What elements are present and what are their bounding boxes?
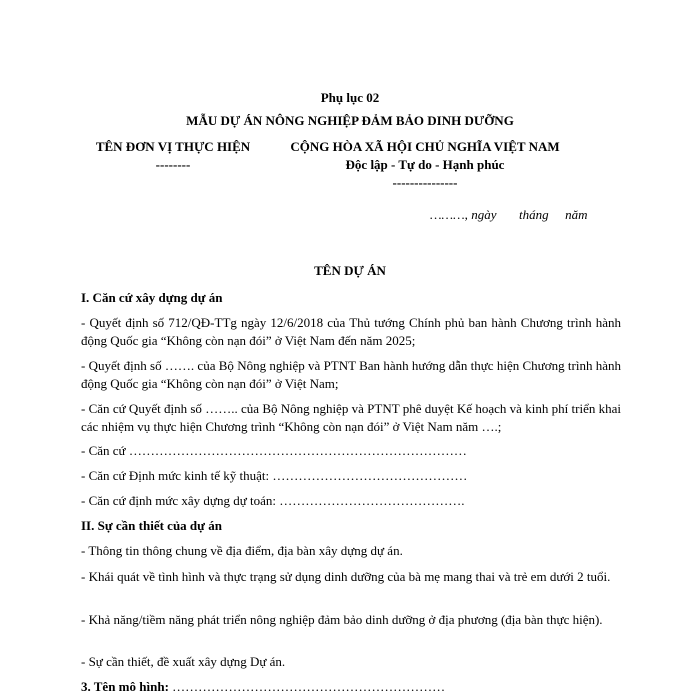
appendix-label: Phụ lục 02 xyxy=(320,90,380,105)
template-title: MẪU DỰ ÁN NÔNG NGHIỆP ĐẢM BẢO DINH DƯỠNG xyxy=(186,113,514,128)
date-dots: ………, xyxy=(430,207,468,222)
section1-item-2: - Quyết định số ……. của Bộ Nông nghiệp và PTNT Ban hành hướng dẫn thực hiện Chương trình hành động Quốc gia “Không còn nạn đói” ở Việt Nam; xyxy=(81,358,621,391)
unit-dashes: -------- xyxy=(155,157,191,172)
section3-dots: ……………………………………………………… xyxy=(172,679,446,694)
section2-item-2: - Khái quát về tình hình và thực trạng sử dụng dinh dưỡng của bà mẹ mang thai và trẻ em dưới 2 tuổi. xyxy=(81,569,611,584)
national-motto: Độc lập - Tự do - Hạnh phúc xyxy=(345,157,505,172)
date-day: ngày xyxy=(471,207,497,222)
section3-line xyxy=(81,679,445,695)
section2-item-1: - Thông tin thông chung về địa điểm, địa bàn xây dựng dự án. xyxy=(81,543,403,558)
date-month: tháng xyxy=(518,207,549,222)
section1-item-4: - Căn cứ …………………………………………………………………… xyxy=(81,443,467,458)
section1-heading: I. Căn cứ xây dựng dự án xyxy=(81,290,223,305)
section1-item-1: - Quyết định số 712/QĐ-TTg ngày 12/6/2018 của Thủ tướng Chính phủ ban hành Chương trình hành động Quốc gia “Không còn nạn đói” ở Việt Nam đến năm 2025; xyxy=(81,315,621,348)
project-title: TÊN DỰ ÁN xyxy=(314,263,386,278)
date-line xyxy=(430,207,587,223)
section1-item-5: - Căn cứ Định mức kinh tế kỹ thuật: ……………………………………… xyxy=(81,468,468,483)
section2-heading: II. Sự cần thiết của dự án xyxy=(81,518,222,533)
date-year: năm xyxy=(565,207,588,222)
section2-item-3: - Khả năng/tiềm năng phát triển nông nghiệp đảm bảo dinh dưỡng ở địa phương (địa bàn thực hiện). xyxy=(81,612,603,627)
country-name: CỘNG HÒA XÃ HỘI CHỦ NGHĨA VIỆT NAM xyxy=(290,139,560,154)
section3-heading: 3. Tên mô hình: xyxy=(81,679,169,694)
section1-item-3: - Căn cứ Quyết định số …….. của Bộ Nông nghiệp và PTNT phê duyệt Kế hoạch và kinh phí triển khai các nhiệm vụ thực hiện Chương trình “Không còn nạn đói” ở Việt Nam năm ….; xyxy=(81,401,621,434)
unit-name-label: TÊN ĐƠN VỊ THỰC HIỆN xyxy=(95,139,251,154)
motto-dashes: --------------- xyxy=(392,175,458,190)
section1-item-6: - Căn cứ định mức xây dựng dự toán: ……………………………………. xyxy=(81,493,465,508)
section2-item-4: - Sự cần thiết, đề xuất xây dựng Dự án. xyxy=(81,654,286,669)
